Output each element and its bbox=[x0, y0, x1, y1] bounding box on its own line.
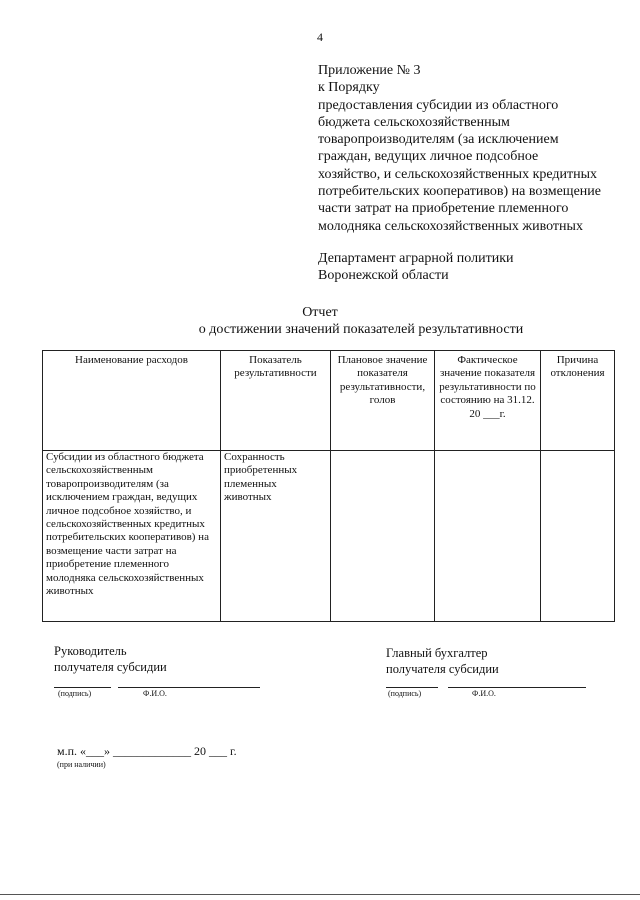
appendix-line: потребительских кооперативов) на возмещение bbox=[318, 184, 602, 200]
accountant-name-label: Ф.И.О. bbox=[472, 689, 496, 698]
accountant-title: Главный бухгалтер bbox=[386, 646, 488, 660]
appendix-block bbox=[318, 62, 630, 235]
accountant-signature-title bbox=[386, 645, 499, 677]
appendix-line: молодняка сельскохозяйственных животных bbox=[318, 218, 583, 234]
appendix-line: хозяйство, и сельскохозяйственных кредитных bbox=[318, 166, 598, 182]
table-header-row bbox=[43, 351, 615, 451]
report-subtitle: о достижении значений показателей результативности bbox=[198, 322, 524, 337]
appendix-line: Приложение № 3 bbox=[318, 63, 421, 78]
head-title: Руководитель bbox=[54, 644, 127, 658]
header-planned-value: Плановое значение показателя результативности, голов bbox=[331, 351, 435, 451]
header-expense-name: Наименование расходов bbox=[43, 351, 221, 451]
appendix-line: граждан, ведущих личное подсобное bbox=[318, 149, 539, 165]
appendix-line: бюджета сельскохозяйственным bbox=[318, 114, 510, 130]
page-number: 4 bbox=[317, 30, 323, 44]
report-title: Отчет bbox=[302, 305, 338, 320]
stamp-note: (при наличии) bbox=[57, 760, 106, 769]
accountant-name-line bbox=[448, 687, 586, 688]
header-deviation-reason: Причина отклонения bbox=[541, 351, 615, 451]
department-region: Воронежской области bbox=[318, 268, 449, 283]
page-bottom-rule bbox=[0, 894, 640, 895]
accountant-signature-label: (подпись) bbox=[388, 689, 422, 698]
stamp-date-line: м.п. «___» _____________ 20 ___ г. bbox=[57, 744, 237, 758]
head-signature-title bbox=[54, 643, 167, 675]
head-recipient: получателя субсидии bbox=[54, 660, 167, 674]
accountant-recipient: получателя субсидии bbox=[386, 662, 499, 676]
department-block bbox=[318, 250, 630, 284]
cell-actual bbox=[435, 451, 541, 622]
cell-reason bbox=[541, 451, 615, 622]
header-actual-value: Фактическое значение показателя результативности по состоянию на 31.12. 20 ___г. bbox=[435, 351, 541, 451]
appendix-line: товаропроизводителям (за исключением bbox=[318, 132, 559, 148]
head-signature-label: (подпись) bbox=[58, 689, 92, 698]
head-name-line bbox=[118, 687, 260, 688]
table-row bbox=[43, 451, 615, 622]
cell-planned bbox=[331, 451, 435, 622]
header-indicator: Показатель результативности bbox=[221, 351, 331, 451]
head-name-label: Ф.И.О. bbox=[143, 689, 167, 698]
appendix-line: к Порядку bbox=[318, 80, 380, 96]
appendix-line: предоставления субсидии из областного bbox=[318, 97, 559, 113]
report-table bbox=[42, 350, 615, 622]
appendix-line: части затрат на приобретение племенного bbox=[318, 201, 569, 217]
department-name: Департамент аграрной политики bbox=[318, 251, 514, 266]
cell-indicator: Сохранность приобретенных племенных животных bbox=[221, 451, 331, 622]
accountant-signature-line bbox=[386, 687, 438, 688]
cell-expense: Субсидии из областного бюджета сельскохозяйственным товаропроизводителям (за исключением граждан, ведущих личное подсобное хозяйство, и сельскохозяйственных кредитных потребительских кооперативов) на возмещение части затрат на приобретение племенного молодняка сельскохозяйственных животных bbox=[43, 451, 221, 622]
head-signature-line bbox=[54, 687, 111, 688]
report-heading bbox=[0, 304, 640, 338]
